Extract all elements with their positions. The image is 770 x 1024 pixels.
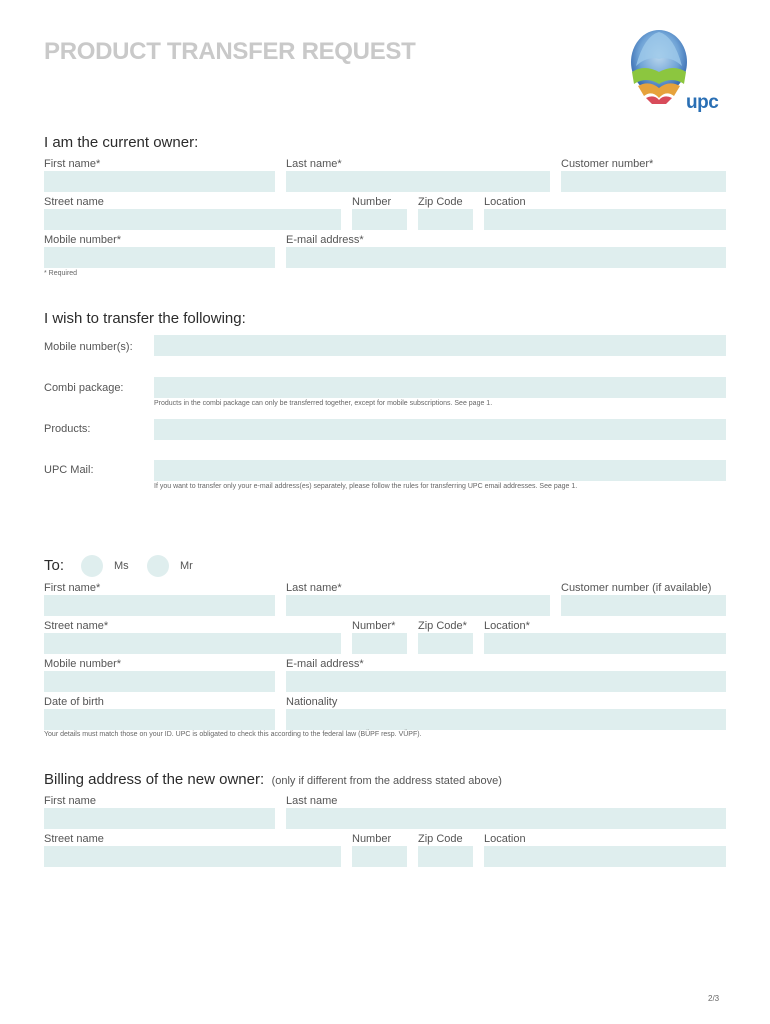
billing-heading-suffix: (only if different from the address stated above) xyxy=(271,775,502,787)
current-zip-code-label: Zip Code xyxy=(418,196,463,208)
billing-zip-code-label: Zip Code xyxy=(418,833,463,845)
nationality-label: Nationality xyxy=(286,696,338,708)
billing-last-name-label: Last name xyxy=(286,795,338,807)
new-mobile-number-label: Mobile number* xyxy=(44,658,122,670)
new-street-name-input[interactable] xyxy=(44,633,341,654)
mobile-numbers-label: Mobile number(s): xyxy=(44,341,133,353)
products-label: Products: xyxy=(44,423,91,435)
upc-mail-input[interactable] xyxy=(154,460,726,481)
new-street-name-label: Street name* xyxy=(44,620,109,632)
ms-label: Ms xyxy=(114,560,129,572)
new-email-label: E-mail address* xyxy=(286,658,364,670)
current-last-name-input[interactable] xyxy=(286,171,550,192)
current-last-name-label: Last name* xyxy=(286,158,342,170)
required-note: * Required xyxy=(44,270,78,277)
billing-heading-row xyxy=(44,771,502,789)
upc-logo xyxy=(622,26,732,122)
current-street-name-label: Street name xyxy=(44,196,104,208)
new-customer-number-input[interactable] xyxy=(561,595,726,616)
current-mobile-number-label: Mobile number* xyxy=(44,234,122,246)
current-mobile-number-input[interactable] xyxy=(44,247,275,268)
current-email-input[interactable] xyxy=(286,247,726,268)
current-location-label: Location xyxy=(484,196,526,208)
current-first-name-input[interactable] xyxy=(44,171,275,192)
billing-street-name-label: Street name xyxy=(44,833,104,845)
current-owner-heading: I am the current owner: xyxy=(44,134,199,151)
current-email-label: E-mail address* xyxy=(286,234,364,246)
new-last-name-input[interactable] xyxy=(286,595,550,616)
mr-radio[interactable] xyxy=(147,555,169,577)
current-number-label: Number xyxy=(352,196,392,208)
billing-street-name-input[interactable] xyxy=(44,846,341,867)
current-customer-number-input[interactable] xyxy=(561,171,726,192)
current-first-name-label: First name* xyxy=(44,158,101,170)
current-location-input[interactable] xyxy=(484,209,726,230)
page-number: 2/3 xyxy=(708,994,720,1003)
new-email-input[interactable] xyxy=(286,671,726,692)
date-of-birth-label: Date of birth xyxy=(44,696,104,708)
upc-mail-note: If you want to transfer only your e-mail address(es) separately, please follow the rules for transferring UPC email addresses. See page 1. xyxy=(154,483,578,490)
current-zip-code-input[interactable] xyxy=(418,209,473,230)
new-zip-code-input[interactable] xyxy=(418,633,473,654)
upc-mail-label: UPC Mail: xyxy=(44,464,94,476)
new-mobile-number-input[interactable] xyxy=(44,671,275,692)
new-number-label: Number* xyxy=(352,620,396,632)
billing-first-name-label: First name xyxy=(44,795,96,807)
date-of-birth-input[interactable] xyxy=(44,709,275,730)
new-number-input[interactable] xyxy=(352,633,407,654)
billing-last-name-input[interactable] xyxy=(286,808,726,829)
current-number-input[interactable] xyxy=(352,209,407,230)
new-last-name-label: Last name* xyxy=(286,582,342,594)
billing-location-label: Location xyxy=(484,833,526,845)
new-location-label: Location* xyxy=(484,620,530,632)
upc-globe-icon xyxy=(624,26,694,106)
billing-zip-code-input[interactable] xyxy=(418,846,473,867)
billing-number-label: Number xyxy=(352,833,392,845)
nationality-input[interactable] xyxy=(286,709,726,730)
transfer-heading: I wish to transfer the following: xyxy=(44,310,246,327)
current-customer-number-label: Customer number* xyxy=(561,158,654,170)
combi-package-input[interactable] xyxy=(154,377,726,398)
combi-package-note: Products in the combi package can only be transferred together, except for mobile subscriptions. See page 1. xyxy=(154,400,493,407)
products-input[interactable] xyxy=(154,419,726,440)
upc-logo-text: upc xyxy=(686,92,719,113)
new-customer-number-label: Customer number (if available) xyxy=(561,582,712,594)
billing-first-name-input[interactable] xyxy=(44,808,275,829)
ms-radio[interactable] xyxy=(81,555,103,577)
mr-label: Mr xyxy=(180,560,193,572)
page-title: PRODUCT TRANSFER REQUEST xyxy=(44,38,416,65)
new-first-name-label: First name* xyxy=(44,582,101,594)
new-location-input[interactable] xyxy=(484,633,726,654)
billing-number-input[interactable] xyxy=(352,846,407,867)
new-owner-heading: To: xyxy=(44,557,65,574)
new-first-name-input[interactable] xyxy=(44,595,275,616)
billing-heading: Billing address of the new owner: xyxy=(44,771,265,788)
id-match-note: Your details must match those on your ID. UPC is obligated to check this according to the federal law (BÜPF resp. VÜPF). xyxy=(44,731,422,738)
mobile-numbers-input[interactable] xyxy=(154,335,726,356)
billing-location-input[interactable] xyxy=(484,846,726,867)
combi-package-label: Combi package: xyxy=(44,382,124,394)
current-street-name-input[interactable] xyxy=(44,209,341,230)
new-zip-code-label: Zip Code* xyxy=(418,620,467,632)
